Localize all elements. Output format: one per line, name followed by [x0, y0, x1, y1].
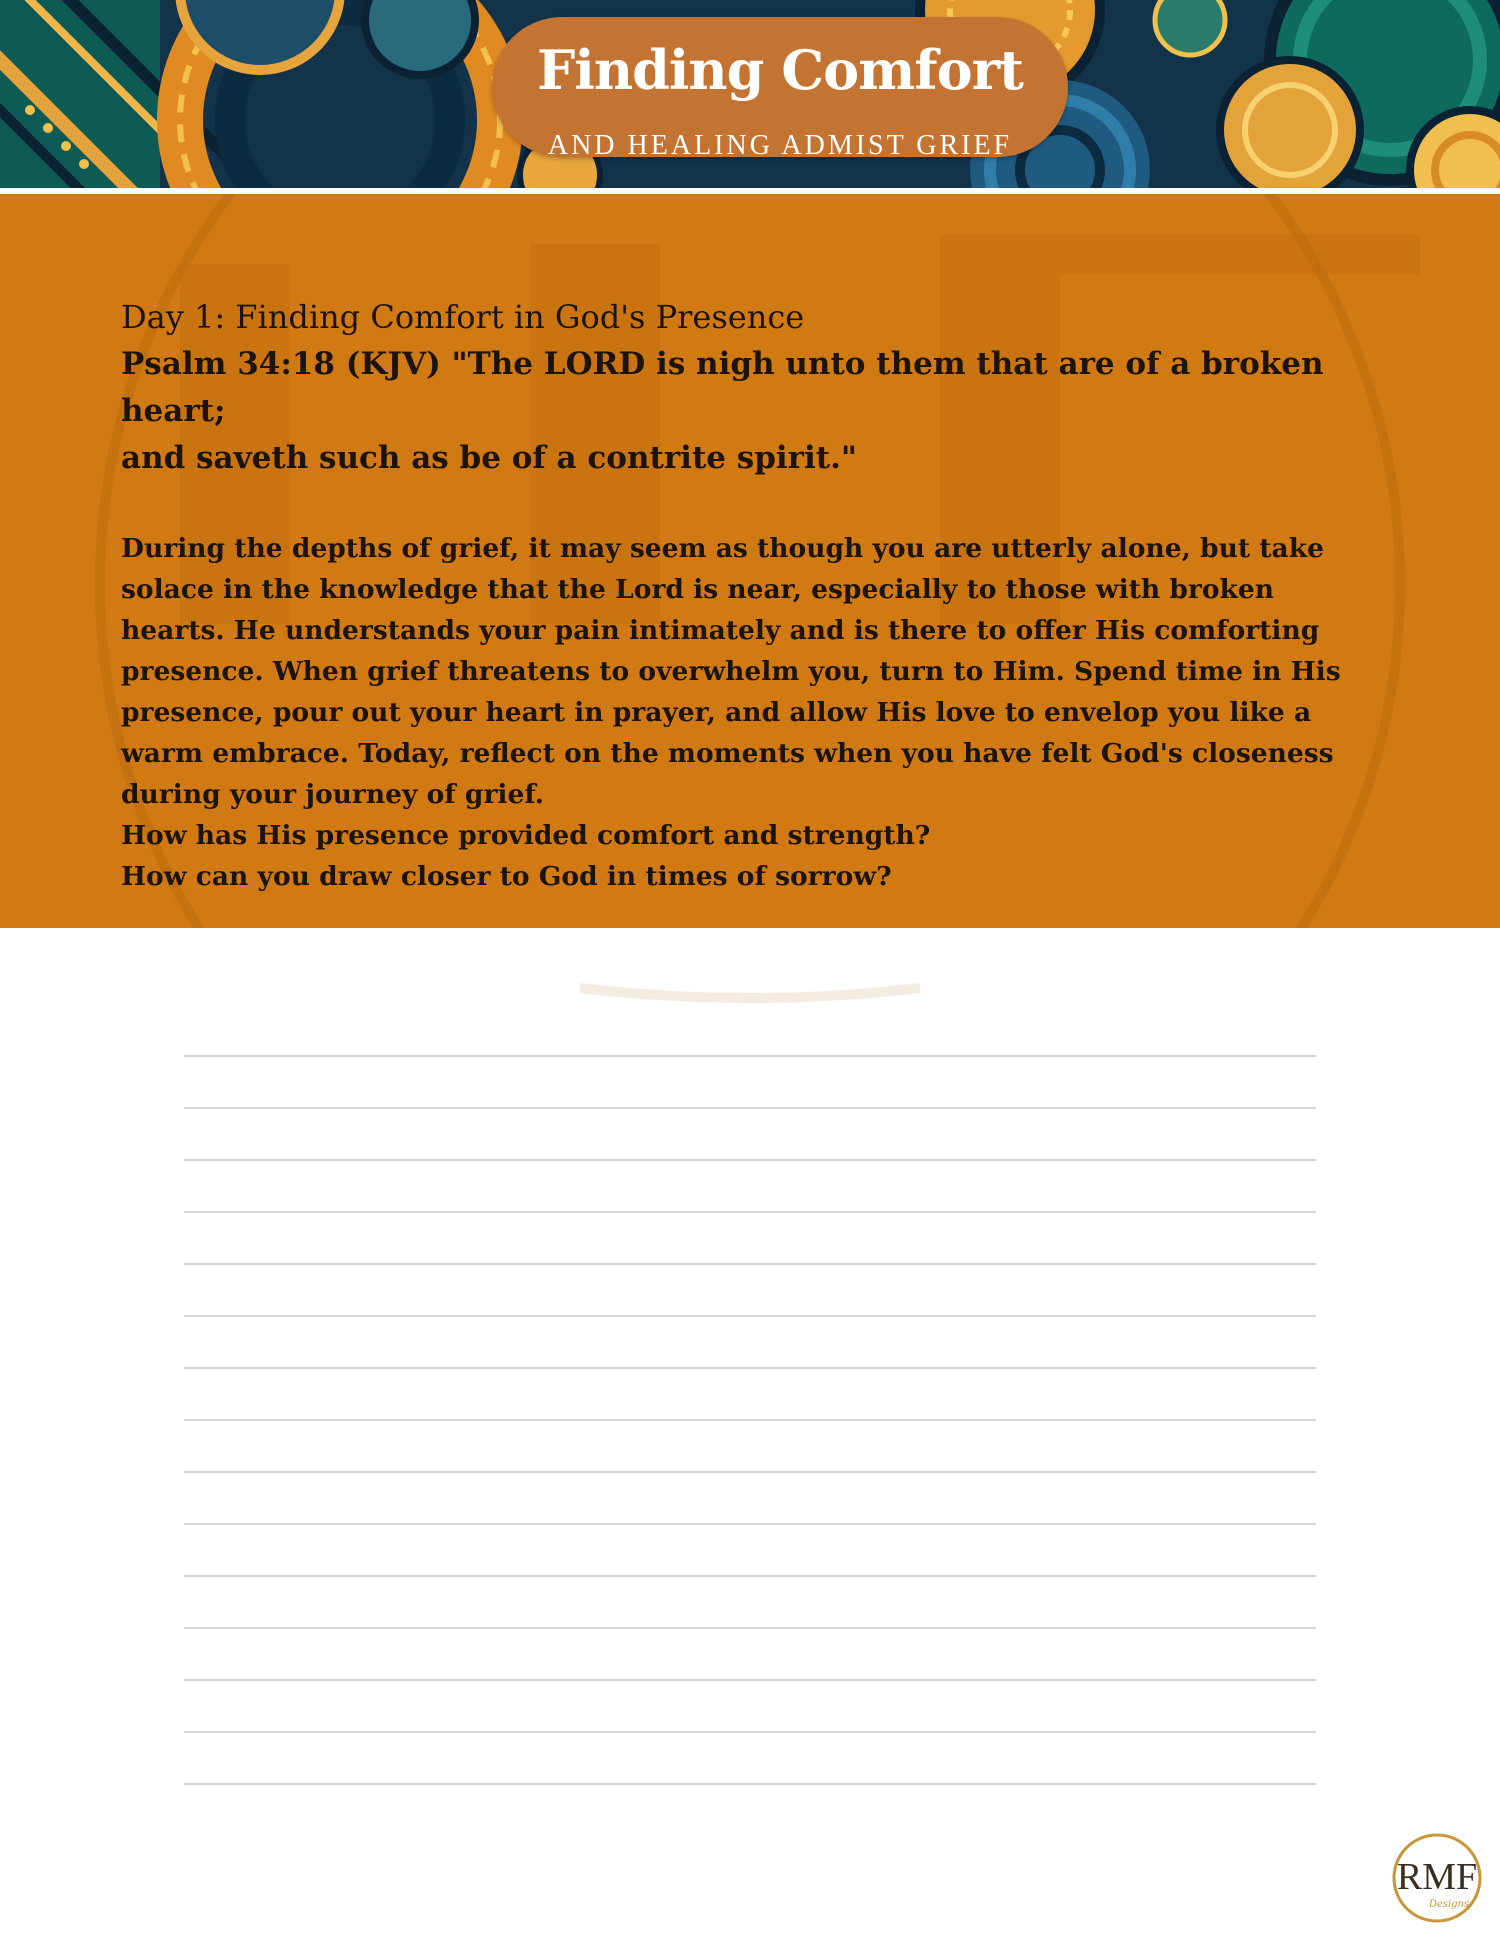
devotional-body — [121, 528, 1381, 897]
writing-line[interactable] — [184, 1107, 1316, 1159]
devotional-panel — [0, 194, 1500, 928]
writing-line[interactable] — [184, 1419, 1316, 1471]
writing-line[interactable] — [184, 1367, 1316, 1419]
writing-line[interactable] — [184, 1783, 1316, 1835]
writing-line[interactable] — [184, 1679, 1316, 1731]
brand-logo — [1391, 1832, 1483, 1924]
writing-line[interactable] — [184, 1731, 1316, 1783]
scripture-line-2: and saveth such as be of a contrite spirit." — [121, 440, 858, 476]
writing-line[interactable] — [184, 1263, 1316, 1315]
writing-line[interactable] — [184, 1159, 1316, 1211]
reflection-question-2: How can you draw closer to God in times of sorrow? — [121, 861, 892, 892]
writing-line[interactable] — [184, 1211, 1316, 1263]
writing-line[interactable] — [184, 1575, 1316, 1627]
writing-line[interactable] — [184, 1627, 1316, 1679]
writing-line[interactable] — [184, 1523, 1316, 1575]
writing-line[interactable] — [184, 1471, 1316, 1523]
page-subtitle: AND HEALING ADMIST GRIEF — [547, 130, 1013, 161]
body-paragraph: During the depths of grief, it may seem as though you are utterly alone, but take solace in the knowledge that the Lord is near, especially to those with broken hearts. He understands your pain intimately and is there to offer His comforting presence. When grief threatens to overwhelm you, turn to Him. Spend time in His presence, pour out your heart in prayer, and allow His love to envelop you like a warm embrace. Today, reflect on the moments when you have felt God's closeness during your journey of grief. — [121, 533, 1341, 810]
scripture-line-1: Psalm 34:18 (KJV) "The LORD is nigh unto them that are of a broken heart; — [121, 346, 1324, 429]
day-heading: Day 1: Finding Comfort in God's Presence — [121, 298, 805, 336]
page-title: Finding Comfort — [537, 38, 1023, 102]
writing-line[interactable] — [184, 1315, 1316, 1367]
writing-line[interactable] — [184, 1055, 1316, 1107]
svg-text:Designs: Designs — [1428, 1899, 1470, 1910]
svg-text:RMF: RMF — [1396, 1856, 1478, 1898]
writing-lines[interactable] — [184, 1055, 1316, 1835]
reflection-question-1: How has His presence provided comfort and strength? — [121, 820, 931, 851]
title-pill — [492, 17, 1068, 161]
watermark-arc — [0, 928, 1500, 1008]
